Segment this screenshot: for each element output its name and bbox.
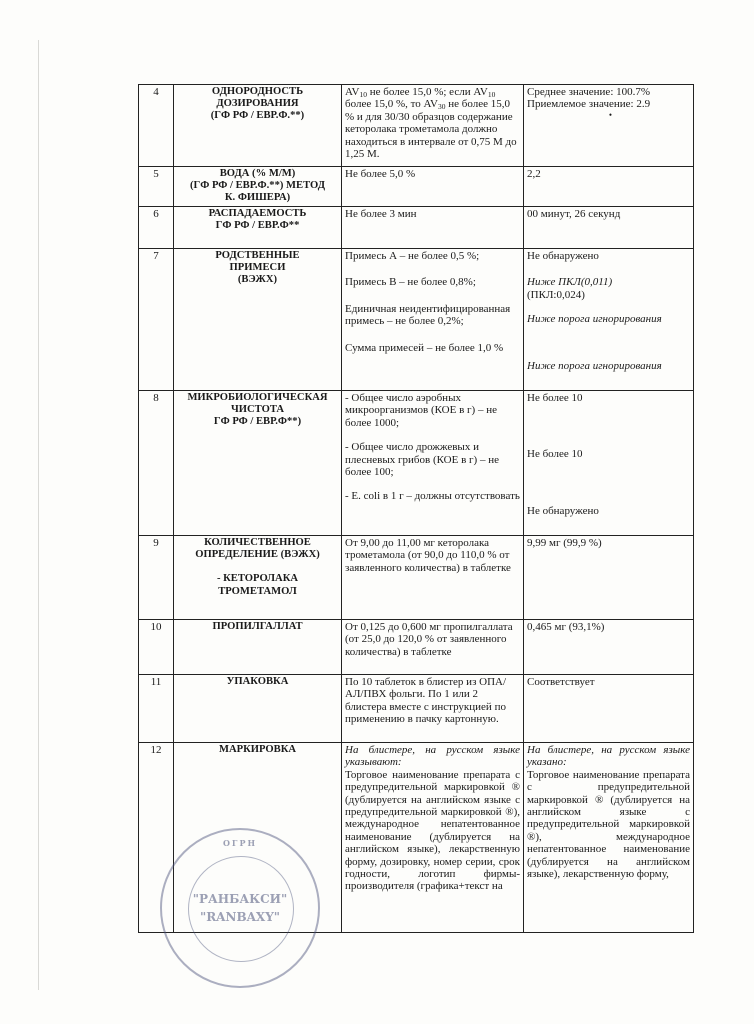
test-name: РОДСТВЕННЫЕ ПРИМЕСИ (ВЭЖХ)	[174, 249, 342, 391]
test-name: РАСПАДАЕМОСТЬ ГФ РФ / ЕВР.Ф**	[174, 207, 342, 249]
result-text: Соответствует	[524, 675, 694, 743]
requirement-cell: - Общее число аэробных микроорганизмов (КОЕ в г) – не более 1000; - Общее число дрожжевых и плесневых грибов (КОЕ в г) – не более 100; - E. coli в 1 г – должны отсутствовать	[342, 391, 524, 536]
requirement-text: Не более 3 мин	[342, 207, 524, 249]
table-row	[139, 207, 694, 249]
table-row	[139, 167, 694, 207]
table-row	[139, 85, 694, 167]
result-cell	[524, 743, 694, 933]
row-number: 11	[139, 675, 174, 743]
company-seal: ОГРН "РАНБАКСИ" "RANBAXY"	[160, 828, 320, 988]
page-edge-line	[38, 40, 39, 990]
test-name: ПРОПИЛГАЛЛАТ	[174, 620, 342, 675]
result-text: 9,99 мг (99,9 %)	[524, 536, 694, 620]
result-cell: Не более 10 Не более 10 Не обнаружено	[524, 391, 694, 536]
row-number: 9	[139, 536, 174, 620]
requirement-text: Торговое наименование препарата с предупредительной маркировкой ® (дублируется на английском языке с предупредительной маркировкой ®), международное непатентованное наименование (дублируется на английском языке), лекарственную форму, дозировку, номер серии, срок годности, логотип фирмы-производителя (графика+текст на	[345, 768, 520, 893]
result-text: 0,465 мг (93,1%)	[524, 620, 694, 675]
result-text: Торговое наименование препарата с предупредительной маркировкой ® (дублируется на английском языке с предупредительной маркировкой ®), международное непатентованное наименование (дублируется на английском языке), лекарственную форму,	[527, 768, 690, 881]
row-number: 6	[139, 207, 174, 249]
row-number: 8	[139, 391, 174, 536]
result-text: 2,2	[524, 167, 694, 207]
requirement-text: $AV_{10}$ не более 15,0 %; если $AV_{10}$ более 15,0 %, то $AV_{30}$ не более 15,0 % и для 30/30 образцов содержание кеторолака трометамола должно находиться в интервале от 0,75 М до 1,25 М.	[345, 86, 517, 161]
seal-text-en: "RANBAXY"	[199, 910, 281, 924]
test-name: ВОДА (% М/М) (ГФ РФ / ЕВР.Ф.**) МЕТОД К. ФИШЕРА)	[174, 167, 342, 207]
requirement-intro: На блистере, на русском языке указывают:	[345, 744, 520, 769]
row-number: 10	[139, 620, 174, 675]
test-name: КОЛИЧЕСТВЕННОЕ ОПРЕДЕЛЕНИЕ (ВЭЖХ) - КЕТОРОЛАКА ТРОМЕТАМОЛ	[174, 536, 342, 620]
test-name: УПАКОВКА	[174, 675, 342, 743]
requirement-text: От 0,125 до 0,600 мг пропилгаллата (от 25,0 до 120,0 % от заявленного количества) в таблетке	[342, 620, 524, 675]
seal-text-ru: "РАНБАКСИ"	[192, 892, 288, 906]
row-number: 4	[139, 85, 174, 167]
row-number: 5	[139, 167, 174, 207]
result-text: 00 минут, 26 секунд	[524, 207, 694, 249]
requirement-text: По 10 таблеток в блистер из ОПА/АЛ/ПВХ фольги. По 1 или 2 блистера вместе с инструкцией по применению в пачку картонную.	[342, 675, 524, 743]
requirement-cell	[342, 85, 524, 167]
requirement-cell	[342, 743, 524, 933]
requirement-text: Не более 5,0 %	[342, 167, 524, 207]
row-number: 7	[139, 249, 174, 391]
result-cell: Не обнаружено Ниже ПКЛ(0,011) (ПКЛ:0,024) Ниже порога игнорирования Ниже порога игнорирования	[524, 249, 694, 391]
test-name: ОДНОРОДНОСТЬ ДОЗИРОВАНИЯ (ГФ РФ / ЕВР.Ф.**)	[174, 85, 342, 167]
result-cell: Среднее значение: 100.7% Приемлемое значение: 2.9 •	[524, 85, 694, 167]
table-row	[139, 249, 694, 391]
requirement-cell: Примесь А – не более 0,5 %; Примесь В – не более 0,8%; Единичная неидентифицированная примесь – не более 0,2%; Сумма примесей – не более 1,0 %	[342, 249, 524, 391]
result-intro: На блистере, на русском языке указано:	[527, 744, 690, 769]
table-row	[139, 620, 694, 675]
table-row	[139, 536, 694, 620]
requirement-text: От 9,00 до 11,00 мг кеторолака трометамола (от 90,0 до 110,0 % от заявленного количества) в таблетке	[342, 536, 524, 620]
table-row	[139, 391, 694, 536]
table-row	[139, 675, 694, 743]
test-name: МАРКИРОВКА	[174, 743, 342, 933]
specification-table	[138, 84, 694, 933]
row-number: 12	[139, 743, 174, 933]
test-name: МИКРОБИОЛОГИЧЕСКАЯ ЧИСТОТА ГФ РФ / ЕВР.Ф**)	[174, 391, 342, 536]
